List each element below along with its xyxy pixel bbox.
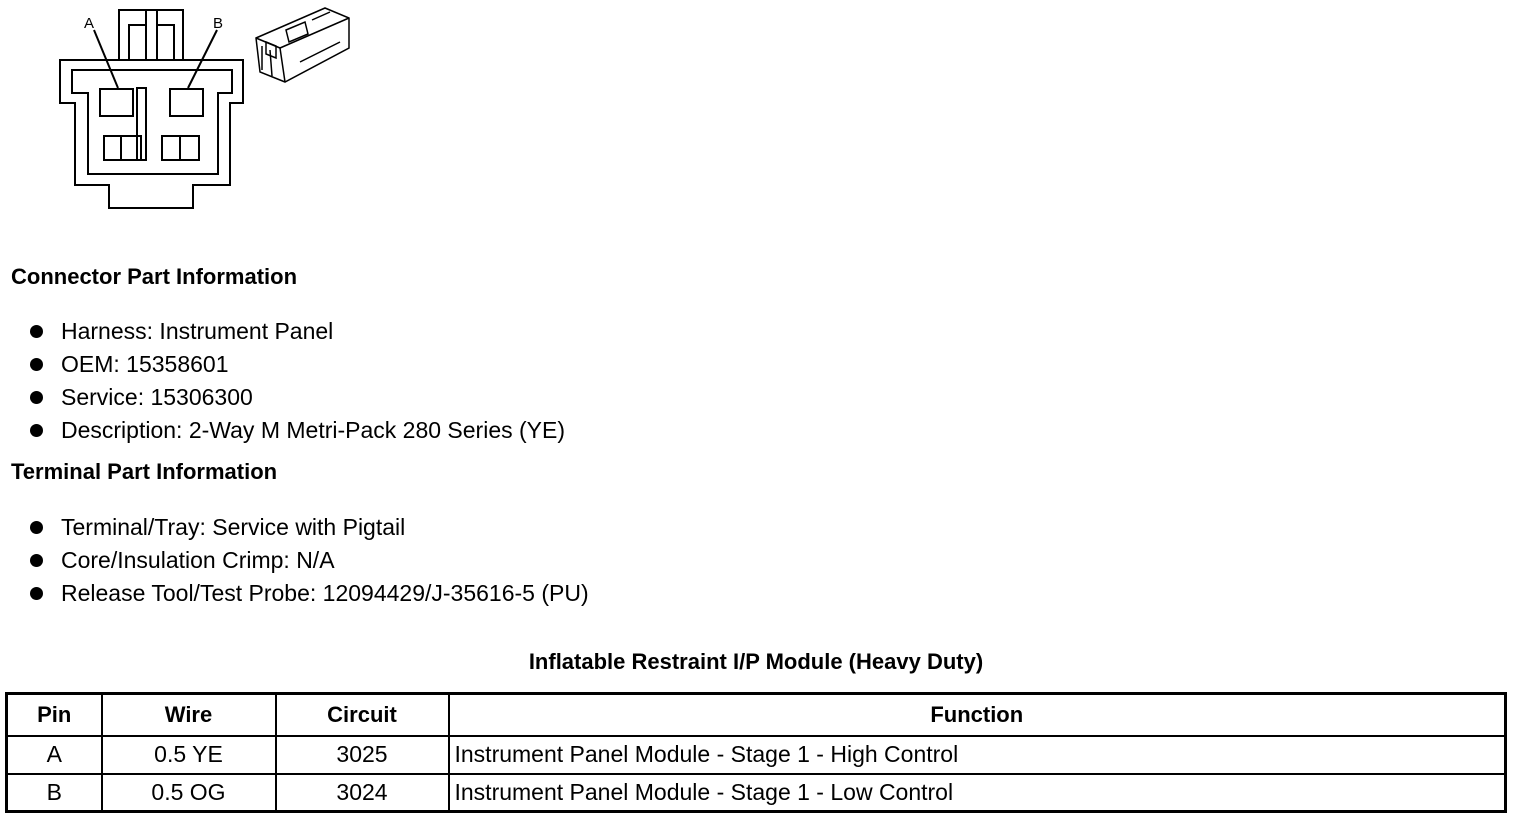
bullet-icon — [30, 424, 43, 437]
list-item — [28, 577, 589, 610]
list-item — [28, 315, 565, 348]
terminal-info-heading: Terminal Part Information — [11, 459, 278, 484]
terminal-item-release-tool: Release Tool/Test Probe: 12094429/J-35616-5 (PU) — [61, 580, 589, 606]
connector-iso-thumbnail — [256, 8, 349, 82]
cell-pin: A — [7, 736, 102, 774]
terminal-item-crimp: Core/Insulation Crimp: N/A — [61, 547, 335, 573]
connector-info-heading: Connector Part Information — [11, 264, 298, 289]
header-circuit: Circuit — [276, 694, 449, 736]
table-title: Inflatable Restraint I/P Module (Heavy Duty) — [528, 649, 984, 674]
bullet-icon — [30, 391, 43, 404]
cavity-a-latch — [104, 136, 141, 160]
connector-item-harness: Harness: Instrument Panel — [61, 318, 334, 344]
cell-circuit: 3024 — [276, 774, 449, 812]
header-pin: Pin — [7, 694, 102, 736]
bullet-icon — [30, 521, 43, 534]
bullet-icon — [30, 358, 43, 371]
bullet-icon — [30, 587, 43, 600]
list-item — [28, 544, 589, 577]
connector-item-service: Service: 15306300 — [61, 384, 253, 410]
terminal-info-list — [28, 511, 589, 610]
cell-wire: 0.5 YE — [102, 736, 276, 774]
cell-circuit: 3025 — [276, 736, 449, 774]
cavity-a-terminal — [100, 89, 133, 116]
connector-diagram — [0, 0, 360, 215]
table-header-row — [7, 694, 1506, 736]
connector-item-oem: OEM: 15358601 — [61, 351, 229, 377]
list-item — [28, 348, 565, 381]
table-row — [7, 774, 1506, 812]
table-row — [7, 736, 1506, 774]
connector-item-description: Description: 2-Way M Metri-Pack 280 Series (YE) — [61, 417, 566, 443]
list-item — [28, 414, 565, 447]
bullet-icon — [30, 325, 43, 338]
cell-wire: 0.5 OG — [102, 774, 276, 812]
pin-b-label: B — [213, 15, 224, 32]
list-item — [28, 381, 565, 414]
header-function: Function — [449, 694, 1506, 736]
connector-info-list — [28, 315, 565, 447]
cell-function: Instrument Panel Module - Stage 1 - Low Control — [449, 774, 1506, 812]
cell-function: Instrument Panel Module - Stage 1 - High Control — [449, 736, 1506, 774]
terminal-item-tray: Terminal/Tray: Service with Pigtail — [61, 514, 406, 540]
pin-table — [5, 692, 1507, 813]
cell-pin: B — [7, 774, 102, 812]
list-item — [28, 511, 589, 544]
connector-housing-inner — [72, 70, 232, 174]
pin-a-label: A — [84, 15, 95, 32]
header-wire: Wire — [102, 694, 276, 736]
cavity-b-terminal — [170, 89, 203, 116]
bullet-icon — [30, 554, 43, 567]
